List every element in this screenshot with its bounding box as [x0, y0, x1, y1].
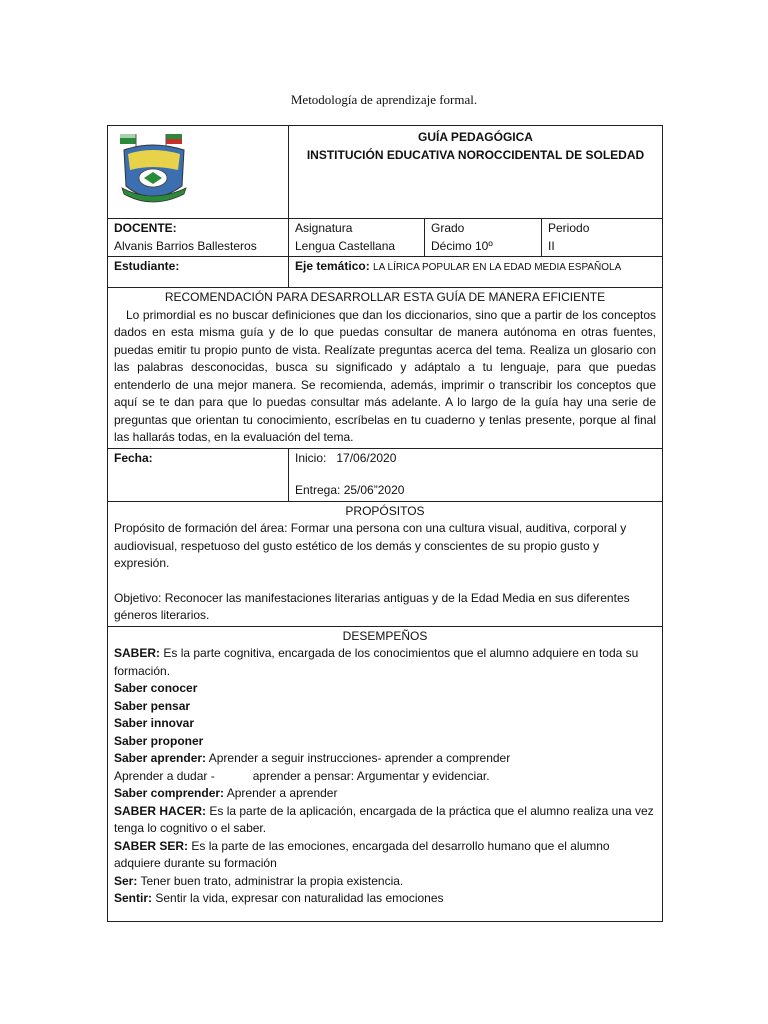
guide-title: GUÍA PEDAGÓGICA: [418, 130, 533, 144]
propositos-title: PROPÓSITOS: [345, 503, 425, 518]
periodo-label: Periodo: [548, 221, 590, 235]
guide-table: [107, 125, 663, 922]
periodo-value: II: [548, 238, 555, 253]
entrega-date: Entrega: 25/06”2020: [295, 483, 405, 497]
grado-label: Grado: [431, 221, 465, 235]
eje-value: LA LÍRICA POPULAR EN LA EDAD MEDIA ESPAÑOLA: [373, 262, 622, 273]
docente-value: Alvanis Barrios Ballesteros: [114, 238, 257, 253]
estudiante-label: Estudiante:: [114, 259, 180, 273]
title-cell: [289, 126, 663, 219]
logo-cell: [108, 126, 289, 219]
docente-label: DOCENTE:: [114, 221, 177, 235]
proposito-formacion: Propósito de formación del área: Formar una persona con una cultura visual, auditiva, corporal y audiovisual, respetuoso del gusto estético de los demás y conscientes de su propio gusto y expresión.: [114, 521, 627, 570]
asignatura-label: Asignatura: [295, 221, 353, 235]
institution-name: INSTITUCIÓN EDUCATIVA NOROCCIDENTAL DE SOLEDAD: [306, 148, 645, 162]
saber-conocer: Saber conocer: [114, 681, 198, 695]
estudiante-cell: [108, 257, 289, 288]
docente-cell: [108, 219, 289, 257]
grado-cell: [425, 219, 542, 257]
saber-aprender-item: Saber aprender: Aprender a seguir instrucciones- aprender a comprender: [114, 751, 511, 765]
eje-label: Eje temático:: [295, 259, 370, 273]
recomendacion-cell: [108, 288, 663, 449]
asignatura-cell: [289, 219, 425, 257]
school-crest-logo: [114, 130, 194, 210]
aprender-dudar-item: Aprender a dudar - aprender a pensar: Argumentar y evidenciar.: [114, 768, 490, 783]
saber-ser-item: SABER SER: Es la parte de las emociones, encargada del desarrollo humano que el alumno adquiere durante su formación: [114, 838, 610, 870]
saber-innovar: Saber innovar: [114, 716, 195, 730]
objetivo: Objetivo: Reconocer las manifestaciones literarias antiguas y de la Edad Media en sus diferentes géneros literarios.: [114, 590, 630, 622]
desempenos-cell: [108, 626, 663, 921]
fecha-values-cell: [289, 448, 663, 501]
grado-value: Décimo 10º: [431, 238, 493, 253]
inicio-date: Inicio: 17/06/2020: [295, 450, 397, 465]
fecha-cell: [108, 448, 289, 501]
document-header: Metodología de aprendizaje formal.: [290, 92, 478, 107]
periodo-cell: [542, 219, 663, 257]
recomendacion-title: RECOMENDACIÓN PARA DESARROLLAR ESTA GUÍA DE MANERA EFICIENTE: [164, 290, 606, 304]
eje-cell: [289, 257, 663, 288]
fecha-label: Fecha:: [114, 450, 153, 465]
saber-pensar: Saber pensar: [114, 698, 191, 713]
recomendacion-body: Lo primordial es no buscar definiciones que dan los diccionarios, sino que a partir de los conceptos dados en esta misma guía y de lo que puedas consultar de manera autónoma en otras fuentes, puedas emitir tu propio punto de vista. Realízate preguntas acerca del tema. Realiza un glosario con las palabras desconocidas, busca su significado y adáptalo a tu lenguaje, para que puedas entenderlo de una mejor manera. Se recomienda, además, imprimir o transcribir los conceptos que aquí se te dan para que lo puedas consultar más adelante. A lo largo de la guía hay una serie de preguntas que orientan tu conocimiento, escríbelas en tu cuaderno y tenlas presente, porque al final las hallarás todas, en la evaluación del tema.: [114, 307, 656, 444]
saber-hacer-item: SABER HACER: Es la parte de la aplicación, encargada de la práctica que el alumno realiza una vez tenga lo cognitivo o el saber.: [114, 803, 654, 835]
asignatura-value: Lengua Castellana: [295, 238, 396, 253]
ser-item: Ser: Tener buen trato, administrar la propia existencia.: [114, 873, 404, 888]
saber-comprender-item: Saber comprender: Aprender a aprender: [114, 786, 338, 800]
saber-proponer: Saber proponer: [114, 733, 204, 748]
sentir-item: Sentir: Sentir la vida, expresar con naturalidad las emociones: [114, 891, 444, 905]
desempenos-title: DESEMPEÑOS: [342, 628, 428, 643]
propositos-cell: [108, 501, 663, 626]
saber-item: SABER: Es la parte cognitiva, encargada de los conocimientos que el alumno adquiere en toda su formación.: [114, 646, 639, 678]
